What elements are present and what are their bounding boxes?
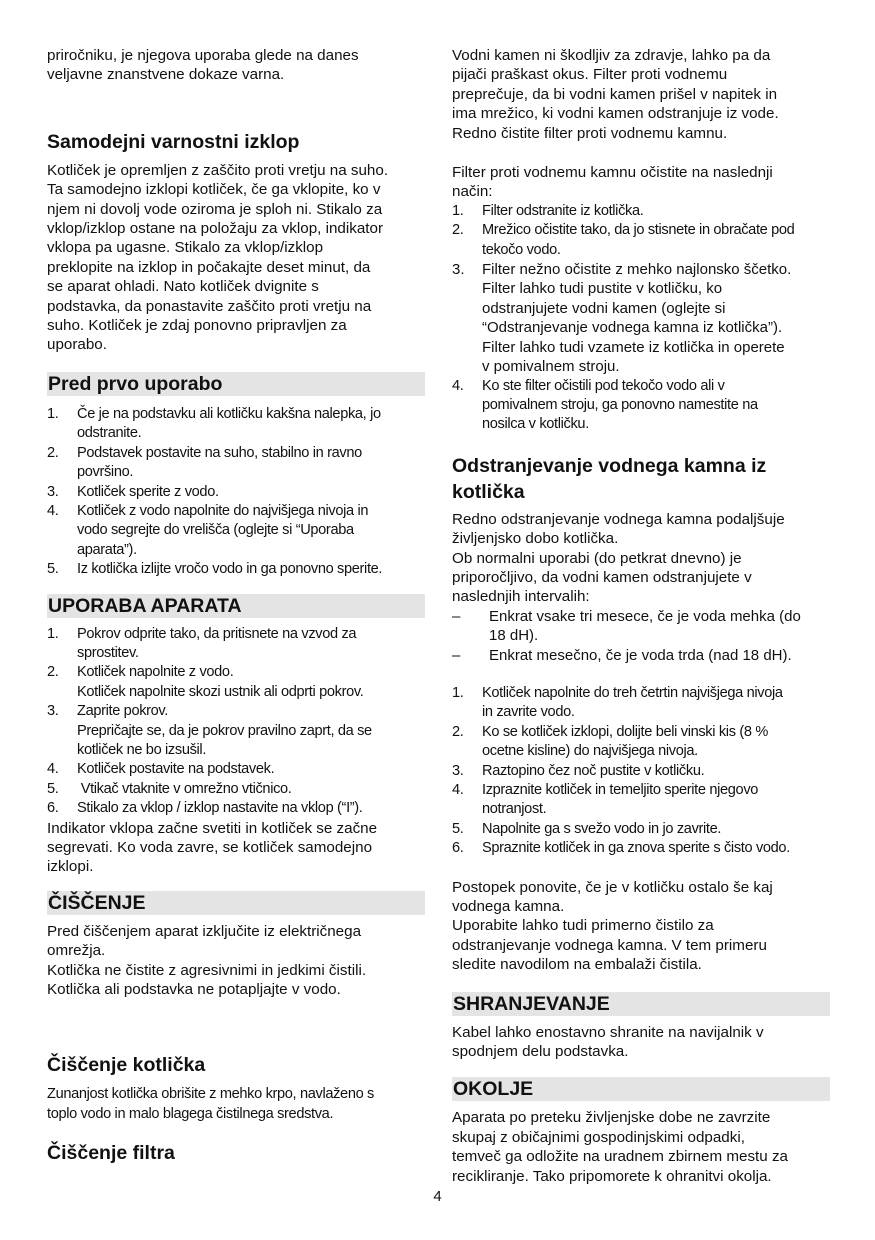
list-item: 3. Filter nežno očistite z mehko najlonsko ščetko. Filter lahko tudi pustite v kotličku, ko odstranjujete vodni kamen (oglejte si “Odstranjevanje vodnega kamna iz kotlička”). Filter lahko tudi vzamete iz kotlička in operete v pomivalnem stroju. [452,261,792,376]
descale-after-paragraph: Postopek ponovite, če je v kotličku ostalo še kaj vodnega kamna. Uporabite lahko tudi primerno čistilo za odstranjevanje vodnega kamna. V tem primeru sledite navodilom na embalaži čistila. [452,878,773,974]
usage-after-paragraph: Indikator vklopa začne svetiti in kotliček se začne segrevati. Ko voda zavre, se kotliček samodejno izklopi. [47,819,378,876]
storage-paragraph: Kabel lahko enostavno shranite na navijalnik v spodnjem delu podstavka. [452,1023,764,1061]
descale-steps-list [452,684,830,859]
usage-heading: UPORABA APARATA [47,594,425,618]
left-column [47,46,425,1165]
list-item: 2. Podstavek postavite na suho, stabilno in ravno površino. [47,444,362,481]
list-item: 5. Vtikač vtaknite v omrežno vtičnico. [47,780,292,797]
environment-paragraph: Aparata po preteku življenjske dobe ne zavrzite skupaj z običajnimi gospodinjskimi odpadki, temveč ga odložite na uradnem zbirnem mestu za recikliranje. Tako pripomorete k ohranitvi okolja. [452,1109,788,1185]
list-item: 2. Ko se kotliček izklopi, dolijte beli vinski kis (8 % ocetne kisline) do najvišjega nivoja. [452,723,768,760]
list-item: 3. Raztopino čez noč pustite v kotličku. [452,762,705,779]
usage-list [47,625,425,819]
list-item: 2. Kotliček napolnite z vodo. Kotliček napolnite skozi ustnik ali odprti pokrov. [47,664,364,700]
descale-paragraph: Redno odstranjevanje vodnega kamna podaljšuje življenjsko dobo kotlička. Ob normalni uporabi (do petkrat dnevno) je priporočljivo, da vodni kamen odstranjujete v naslednjih intervalih: [452,510,785,606]
list-item: 1. Filter odstranite iz kotlička. [452,202,644,219]
list-item: 5. Iz kotlička izlijte vročo vodo in ga ponovno sperite. [47,561,383,578]
first-use-list [47,405,425,580]
kettle-cleaning-text [47,1085,425,1124]
list-item: 4. Ko ste filter očistili pod tekočo vodo ali v pomivalnem stroju, ga ponovno namestite na nosilca v kotličku. [452,377,758,433]
list-item: 3. Zaprite pokrov. Prepričajte se, da je pokrov pravilno zaprt, da se kotliček ne bo izsušil. [47,703,372,758]
environment-heading: OKOLJE [452,1077,830,1101]
intro-paragraph: priročniku, je njegova uporaba glede na danes veljavne znanstvene dokaze varna. [47,47,359,84]
list-item: 6. Stikalo za vklop / izklop nastavite na vklop (“I”). [47,800,363,817]
list-item: – Enkrat mesečno, če je voda trda (nad 18 dH). [452,646,792,664]
list-item: 6. Spraznite kotliček in ga znova sperite s čisto vodo. [452,840,790,857]
auto-off-heading: Samodejni varnostni izklop [47,130,300,153]
list-item: – Enkrat vsake tri mesece, če je voda mehka (do 18 dH). [452,607,801,645]
list-item: 3. Kotliček sperite z vodo. [47,483,219,500]
cleaning-heading: ČIŠČENJE [47,891,425,915]
filter-intro-paragraph: Filter proti vodnemu kamnu očistite na naslednji način: [452,164,773,201]
list-item: Zunanjost kotlička obrišite z mehko krpo, navlaženo s toplo vodo in malo blagega čistilnega sredstva. [47,1086,375,1122]
list-item: 4. Kotliček z vodo napolnite do najvišjega nivoja in vodo segrejte do vrelišča (oglejte si “Uporaba aparata”). [47,502,369,558]
right-column [452,46,830,1186]
page-number: 4 [433,1188,442,1205]
filter-cleaning-heading: Čiščenje filtra [47,1142,175,1165]
list-item: 2. Mrežico očistite tako, da jo stisnete in obračate pod tekočo vodo. [452,222,795,258]
cleaning-paragraph: Pred čiščenjem aparat izključite iz električnega omrežja. Kotlička ne čistite z agresivnimi in jedkimi čistili. Kotlička ali podstavka ne potapljajte v vodo. [47,922,367,999]
list-item: 1. Če je na podstavku ali kotličku kakšna nalepka, jo odstranite. [47,405,381,442]
list-item: 5. Napolnite ga s svežo vodo in jo zavrite. [452,820,722,837]
descale-intervals-list [452,607,830,665]
list-item: 1. Kotliček napolnite do treh četrtin najvišjega nivoja in zavrite vodo. [452,684,783,721]
list-item: 1. Pokrov odprite tako, da pritisnete na vzvod za sprostitev. [47,625,357,661]
descale-heading: Odstranjevanje vodnega kamna iz kotlička [452,454,767,503]
first-use-heading: Pred prvo uporabo [47,372,425,396]
list-item: 4. Kotliček postavite na podstavek. [47,761,275,778]
storage-heading: SHRANJEVANJE [452,992,830,1016]
kettle-cleaning-heading: Čiščenje kotlička [47,1054,206,1077]
list-item: 4. Izpraznite kotliček in temeljito sperite njegovo notranjost. [452,782,759,818]
limescale-intro-paragraph: Vodni kamen ni škodljiv za zdravje, lahko pa da pijači praškast okus. Filter proti vodnemu preprečuje, da bi vodni kamen prišel v napitek in ima mrežico, ki vodni kamen odstranjuje iz vode. Redno čistite filter proti vodnemu kamnu. [452,47,779,142]
filter-steps-list [452,202,830,435]
auto-off-paragraph: Kotliček je opremljen z zaščito proti vretju na suho. Ta samodejno izklopi kotliček, če ga vklopite, ko v njem ni dovolj vode oziroma je sploh ni. Stikalo za vklop/izklop ostane na položaju za vklop, indikator vklopa pa ugasne. Stikalo za vklop/izklop preklopite na izklop in počakajte deset minut, da se aparat ohladi. Nato kotliček dvignite s podstavka, da ponastavite zaščito proti vretju na suho. Kotliček je zdaj ponovno pripravljen za uporabo. [47,161,389,354]
